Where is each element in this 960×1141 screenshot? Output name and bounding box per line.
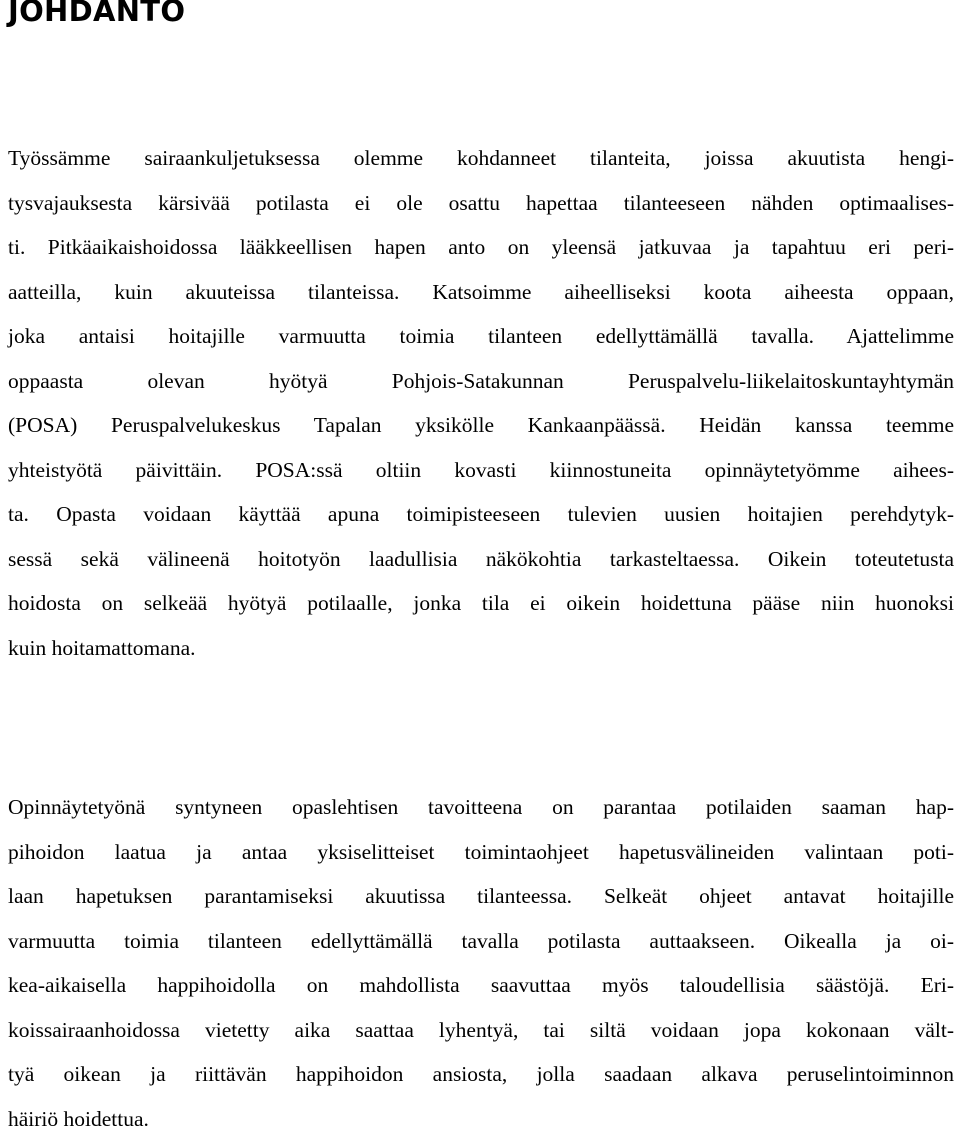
text-line: yhteistyötä päivittäin. POSA:ssä oltiin kovasti kiinnostuneita opinnäytetyömme aihees-: [8, 457, 954, 482]
text-line: sessä sekä välineenä hoitotyön laadullisia näkökohtia tarkasteltaessa. Oikein toteutetusta: [8, 546, 954, 571]
text-line: Opinnäytetyönä syntyneen opaslehtisen tavoitteena on parantaa potilaiden saaman hap-: [8, 795, 954, 819]
text-line: aatteilla, kuin akuuteissa tilanteissa. Katsoimme aiheelliseksi koota aiheesta oppaan,: [8, 279, 954, 304]
text-line: Työssämme sairaankuljetuksessa olemme kohdanneet tilanteita, joissa akuutista hengi-: [8, 146, 954, 170]
text-line: häiriö hoidettua.: [8, 1106, 149, 1131]
paragraph-2: [8, 785, 954, 1141]
section-heading: JOHDANTO: [8, 0, 186, 28]
text-line: tysvajauksesta kärsivää potilasta ei ole osattu hapettaa tilanteeseen nähden optimaalises-: [8, 190, 954, 215]
text-line: tyä oikean ja riittävän happihoidon ansiosta, jolla saadaan alkava peruselintoiminnon: [8, 1062, 954, 1086]
text-line: laan hapetuksen parantamiseksi akuutissa tilanteessa. Selkeät ohjeet antavat hoitajille: [8, 884, 954, 908]
text-line: koissairaanhoidossa vietetty aika saattaa lyhentyä, tai siltä voidaan jopa kokonaan vält-: [8, 1017, 954, 1042]
text-line: oppaasta olevan hyötyä Pohjois-Satakunnan Peruspalvelu-liikelaitoskuntayhtymän: [8, 368, 954, 393]
text-line: kea-aikaisella happihoidolla on mahdollista saavuttaa myös taloudellisia säästöjä. Eri-: [8, 973, 954, 997]
text-line: ta. Opasta voidaan käyttää apuna toimipisteeseen tulevien uusien hoitajien perehdytyk-: [8, 502, 954, 526]
text-line: pihoidon laatua ja antaa yksiselitteiset toimintaohjeet hapetusvälineiden valintaan poti-: [8, 839, 954, 864]
text-line: (POSA) Peruspalvelukeskus Tapalan yksikölle Kankaanpäässä. Heidän kanssa teemme: [8, 413, 954, 437]
paragraph-1: [8, 136, 954, 670]
text-line: ti. Pitkäaikaishoidossa lääkkeellisen hapen anto on yleensä jatkuvaa ja tapahtuu eri peri-: [8, 235, 954, 259]
text-line: varmuutta toimia tilanteen edellyttämällä tavalla potilasta auttaakseen. Oikealla ja oi-: [8, 928, 954, 953]
text-line: kuin hoitamattomana.: [8, 635, 196, 660]
text-line: joka antaisi hoitajille varmuutta toimia tilanteen edellyttämällä tavalla. Ajattelimme: [8, 324, 954, 348]
text-line: hoidosta on selkeää hyötyä potilaalle, jonka tila ei oikein hoidettuna pääse niin huonoksi: [8, 591, 954, 615]
